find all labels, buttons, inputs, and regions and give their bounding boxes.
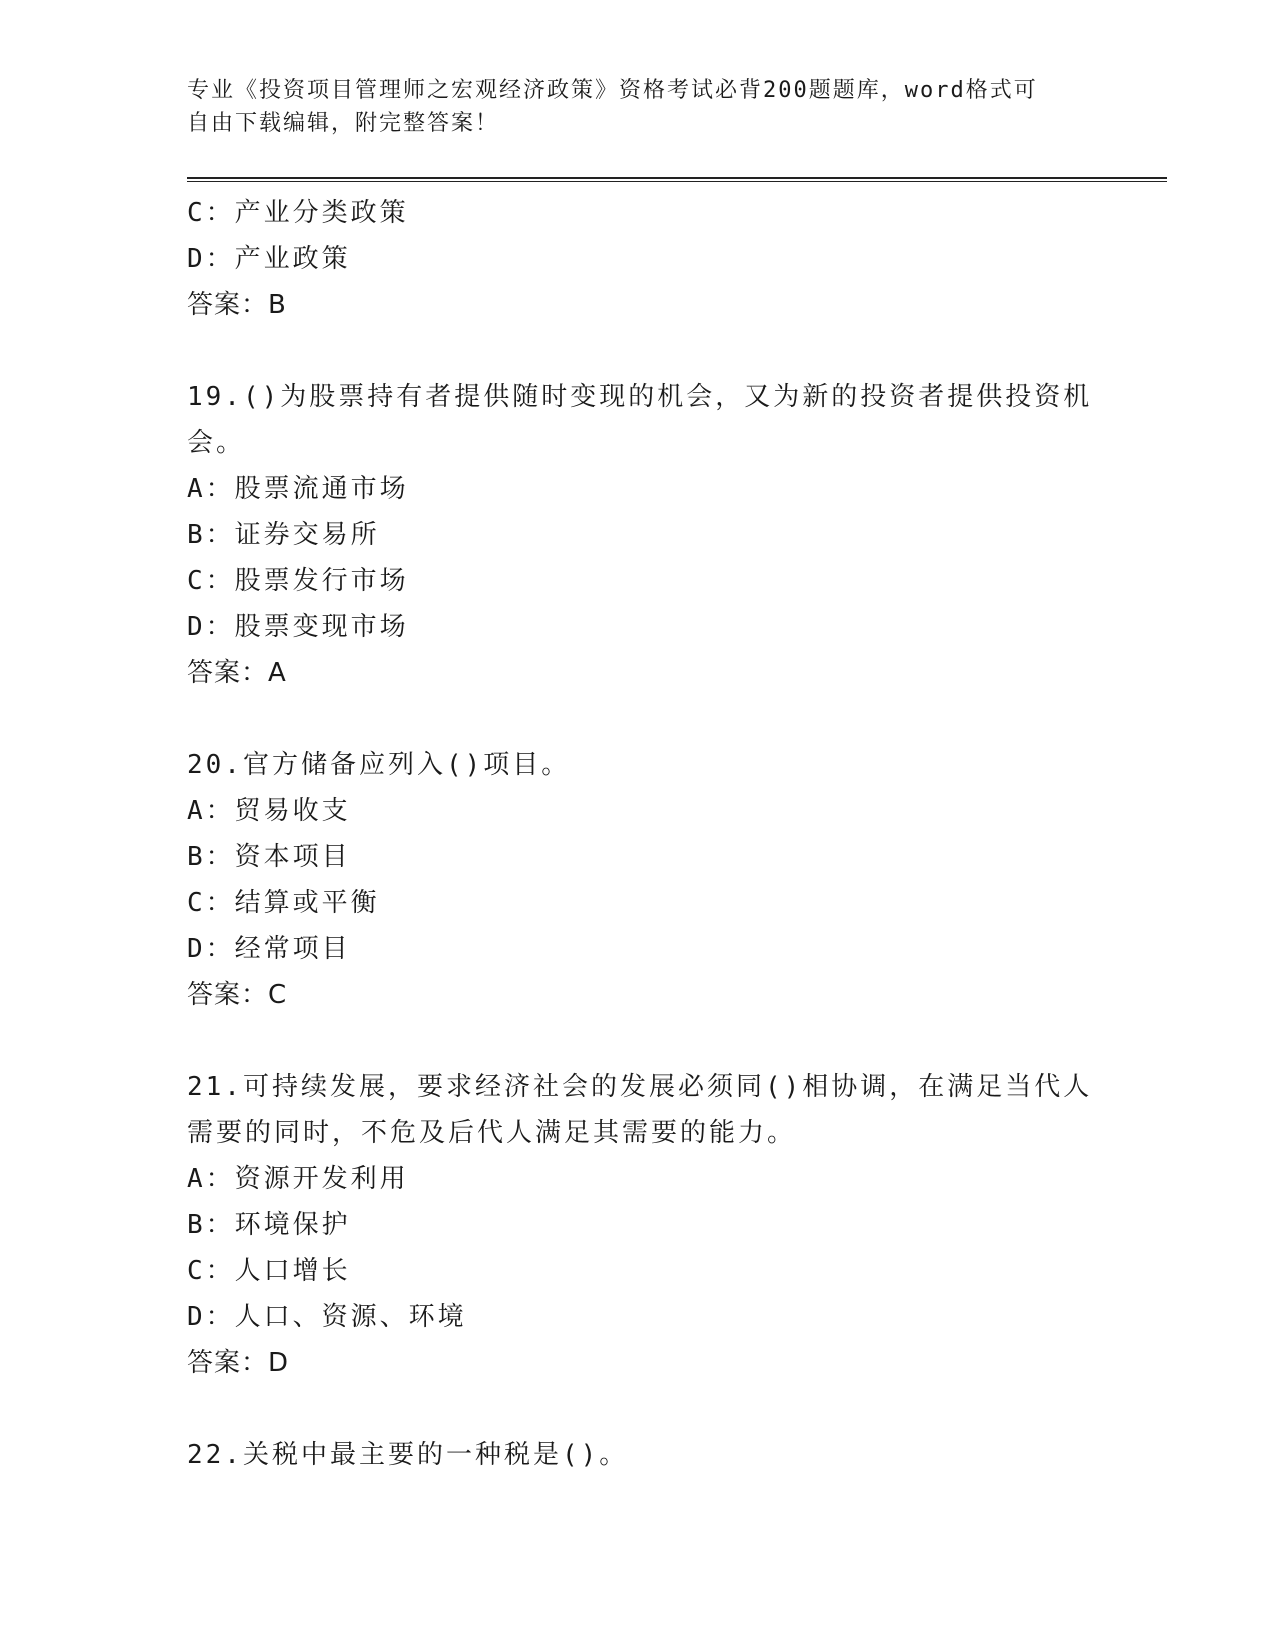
answer: 答案：D bbox=[187, 1348, 290, 1378]
question-text: 22.关税中最主要的一种税是()。 bbox=[187, 1440, 629, 1470]
option-b: B：环境保护 bbox=[187, 1210, 351, 1240]
question-21 bbox=[187, 1064, 1167, 1386]
answer: 答案：C bbox=[187, 980, 288, 1010]
option-b: B：资本项目 bbox=[187, 842, 351, 872]
question-text: 21.可持续发展，要求经济社会的发展必须同()相协调，在满足当代人 bbox=[187, 1072, 1093, 1102]
option-d: D：经常项目 bbox=[187, 934, 351, 964]
question-20 bbox=[187, 742, 1167, 1018]
answer: 答案：B bbox=[187, 290, 287, 320]
header-divider bbox=[187, 177, 1167, 182]
option-d: D：股票变现市场 bbox=[187, 612, 409, 642]
option-b: B：证券交易所 bbox=[187, 520, 380, 550]
option-a: A：资源开发利用 bbox=[187, 1164, 409, 1194]
header-line-2: 自由下载编辑，附完整答案！ bbox=[187, 111, 500, 136]
question-text: 19.()为股票持有者提供随时变现的机会，又为新的投资者提供投资机 bbox=[187, 382, 1093, 412]
question-19 bbox=[187, 374, 1167, 696]
question-22 bbox=[187, 1432, 1167, 1478]
option-d: D：产业政策 bbox=[187, 244, 351, 274]
question-text-cont: 会。 bbox=[187, 428, 246, 458]
document-header bbox=[187, 74, 1087, 140]
question-text-cont: 需要的同时，不危及后代人满足其需要的能力。 bbox=[187, 1118, 797, 1148]
question-18-tail bbox=[187, 190, 1167, 328]
option-a: A：贸易收支 bbox=[187, 796, 351, 826]
answer: 答案：A bbox=[187, 658, 287, 688]
header-line-1: 专业《投资项目管理师之宏观经济政策》资格考试必背200题题库，word格式可 bbox=[187, 78, 1038, 103]
option-a: A：股票流通市场 bbox=[187, 474, 409, 504]
question-text: 20.官方储备应列入()项目。 bbox=[187, 750, 571, 780]
option-d: D：人口、资源、环境 bbox=[187, 1302, 467, 1332]
option-c: C：股票发行市场 bbox=[187, 566, 409, 596]
question-list bbox=[187, 190, 1167, 1478]
option-c: C：人口增长 bbox=[187, 1256, 351, 1286]
option-c: C：产业分类政策 bbox=[187, 198, 409, 228]
option-c: C：结算或平衡 bbox=[187, 888, 380, 918]
